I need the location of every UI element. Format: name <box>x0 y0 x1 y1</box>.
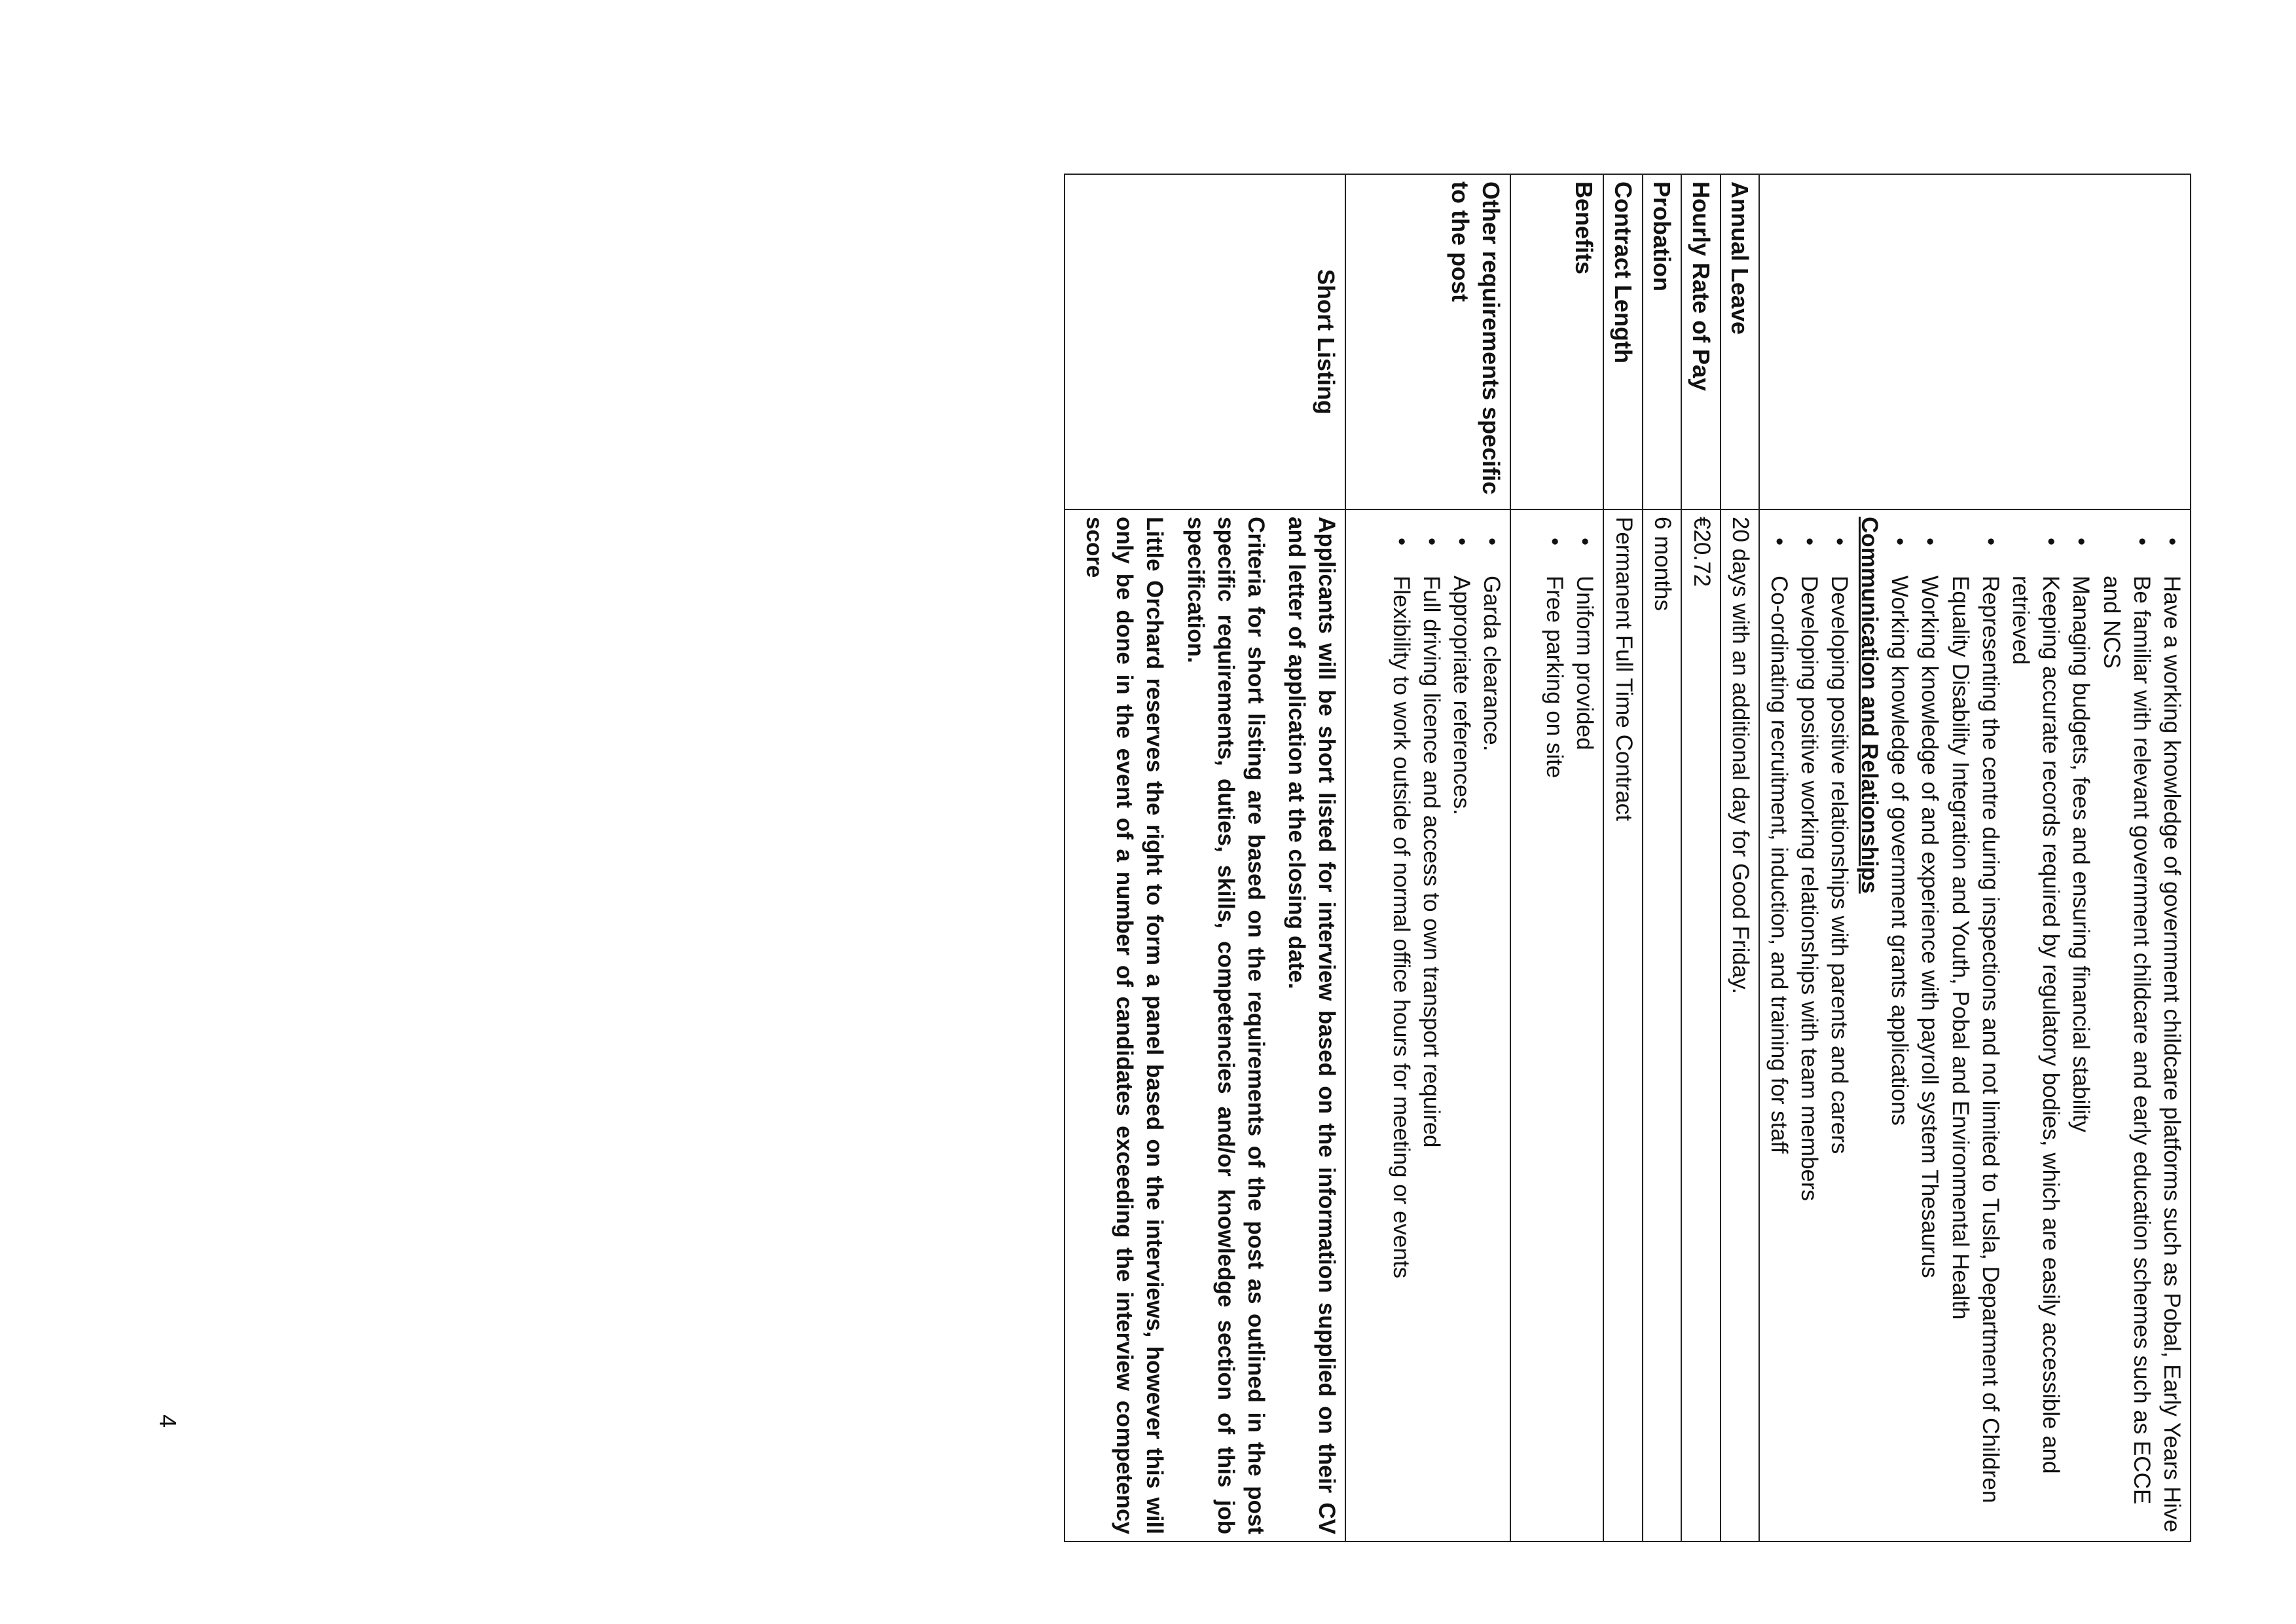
page-number: 4 <box>155 1414 181 1428</box>
pay-value: €20.72 <box>1681 509 1721 1541</box>
short-listing-label: Short Listing <box>1065 174 1346 509</box>
benefits-cell <box>1510 509 1603 1541</box>
list-item: • Working knowledge of government grants applications <box>1884 576 1914 1534</box>
benefits-label: Benefits <box>1510 174 1603 509</box>
list-item: • Uniform provided <box>1569 576 1599 1534</box>
other-requirements-cell <box>1345 509 1510 1541</box>
other-requirements-label: Other requirements specific to the post <box>1345 174 1510 509</box>
list-item: • Free parking on site <box>1539 576 1569 1534</box>
duties-cell <box>1759 509 2191 1541</box>
table-row <box>1643 174 1682 1541</box>
list-item: • Garda clearance. <box>1476 576 1506 1534</box>
table-row <box>1681 174 1721 1541</box>
communication-list <box>1763 517 1854 1534</box>
table-row <box>1345 174 1510 1541</box>
list-item: • Keeping accurate records required by regulatory bodies, which are easily accessible and retrieved <box>2005 576 2066 1534</box>
list-item: • Co-ordinating recruitment, induction, and training for staff <box>1763 576 1793 1534</box>
other-requirements-list <box>1386 517 1507 1534</box>
table-row <box>1065 174 1346 1541</box>
annual-leave-label: Annual Leave <box>1721 174 1760 509</box>
job-spec-table <box>1064 174 2191 1542</box>
benefits-list <box>1539 517 1599 1534</box>
duties-list <box>1884 517 2187 1534</box>
list-item: • Have a working knowledge of government childcare platforms such as Pobal, Early Years Hive <box>2157 576 2187 1534</box>
table-row <box>1721 174 1760 1541</box>
short-listing-para-1: Applicants will be short listed for interview based on the information supplied on their CV and letter of application at the closing date. <box>1284 517 1340 1534</box>
table-row <box>1759 174 2191 1541</box>
communication-heading: Communication and Relationships <box>1857 517 1883 894</box>
list-item: • Managing budgets, fees and ensuring financial stability <box>2066 576 2096 1534</box>
short-listing-para-2: Criteria for short listing are based on the requirements of the post as outlined in the post specific requirements, duties, skills, competencies and/or knowledge section of this job specification. <box>1182 517 1269 1534</box>
table-row <box>1603 174 1643 1541</box>
annual-leave-value: 20 days with an additional day for Good Friday. <box>1721 509 1760 1541</box>
short-listing-cell <box>1065 509 1346 1541</box>
short-listing-para-3: Little Orchard reserves the right to form a panel based on the interviews, however this will only be done in the event of a number of candidates exceeding the interview competency score <box>1082 517 1168 1534</box>
duties-label-cell <box>1759 174 2191 509</box>
list-item: • Developing positive relationships with parents and carers <box>1824 576 1854 1534</box>
probation-value: 6 months <box>1643 509 1682 1541</box>
list-item: • Full driving licence and access to own transport required <box>1416 576 1446 1534</box>
list-item: • Representing the centre during inspections and not limited to Tusla, Department of Children Equality Disability Integration and Youth, Pobal and Environmental Health <box>1945 576 2005 1534</box>
contract-label: Contract Length <box>1603 174 1643 509</box>
list-item: • Developing positive working relationships with team members <box>1794 576 1824 1534</box>
probation-label: Probation <box>1643 174 1682 509</box>
list-item: • Flexibility to work outside of normal office hours for meeting or events <box>1386 576 1416 1534</box>
list-item: • Appropriate references. <box>1446 576 1476 1534</box>
contract-value: Permanent Full Time Contract <box>1603 509 1643 1541</box>
list-item: • Working knowledge of and experience with payroll system Thesaurus <box>1914 576 1944 1534</box>
list-item: • Be familiar with relevant government childcare and early education schemes such as ECCE and NCS <box>2096 576 2156 1534</box>
table-row <box>1510 174 1603 1541</box>
pay-label: Hourly Rate of Pay <box>1681 174 1721 509</box>
